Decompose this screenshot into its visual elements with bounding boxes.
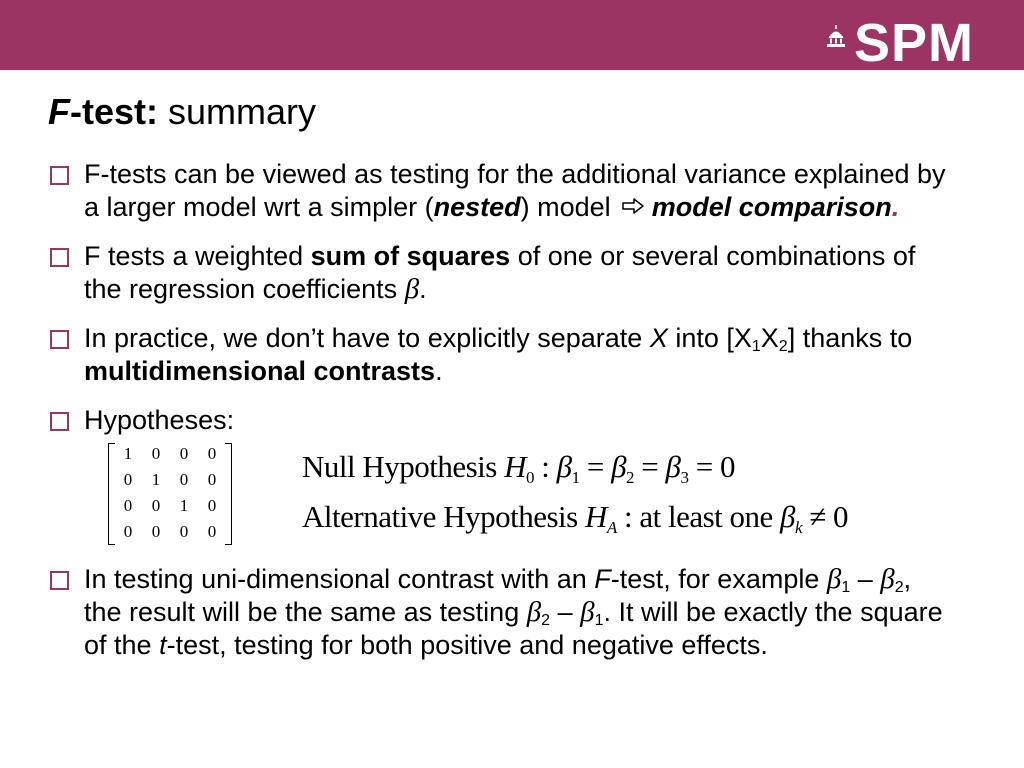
checkbox-bullet-icon (50, 166, 69, 185)
subscript: 2 (894, 579, 904, 596)
bullet-text: – (850, 564, 881, 594)
bullet-text: F-tests can be viewed as testing for the additional variance explained by a larger model wrt a simpler ( (84, 159, 946, 222)
bullet-model-comparison (50, 158, 950, 224)
bullet-text: into [X (667, 323, 752, 353)
subscript: 2 (626, 468, 635, 487)
matrix-cell: 0 (207, 444, 217, 463)
checkbox-bullet-icon (50, 330, 69, 349)
colon: : (534, 449, 557, 484)
logo-text: SPM (854, 13, 975, 73)
bullet-hypotheses (50, 404, 950, 437)
matrix-cell: 0 (151, 444, 161, 463)
not-equal-zero: ≠ 0 (802, 499, 849, 534)
matrix-cell: 1 (179, 496, 189, 515)
matrix-cell: 0 (123, 496, 133, 515)
spm-logo (826, 13, 975, 73)
title-test: -test: (70, 91, 158, 132)
sum-of-squares-term: sum of squares (310, 241, 511, 271)
matrix-row (114, 441, 226, 467)
matrix-cell: 0 (123, 522, 133, 541)
subscript: 1 (594, 612, 604, 629)
x-symbol: X (649, 323, 668, 353)
matrix-cell: 1 (123, 444, 133, 463)
subscript: 3 (680, 468, 689, 487)
null-hypothesis (302, 449, 735, 485)
beta-symbol: β (404, 273, 420, 305)
capitol-dome-icon (826, 25, 846, 47)
equals: = (634, 449, 666, 484)
bullet-text: of one or several combinations of the regression coefficients (84, 241, 916, 304)
h-symbol: H (584, 499, 607, 534)
matrix-row (114, 519, 226, 545)
bullet-text: – (550, 597, 581, 627)
checkbox-bullet-icon (50, 571, 69, 590)
beta-symbol: β (826, 563, 842, 595)
alternative-hypothesis (302, 499, 848, 535)
subscript: k (795, 518, 803, 537)
subscript: 2 (541, 612, 551, 629)
matrix-right-bracket (225, 443, 232, 545)
matrix-cell: 0 (151, 496, 161, 515)
bullet-multidimensional (50, 322, 950, 388)
equals-zero: = 0 (688, 449, 735, 484)
beta-symbol: β (880, 563, 895, 595)
bullet-text: In testing uni-dimensional contrast with an (84, 564, 595, 594)
multidimensional-term: multidimensional contrasts (84, 356, 436, 386)
right-arrow-icon (622, 198, 644, 214)
bullet-text: F tests a weighted (84, 241, 311, 271)
bullet-text: . It will be exactly the square of the (84, 597, 943, 660)
matrix-cell: 0 (207, 470, 217, 489)
checkbox-bullet-icon (50, 248, 69, 267)
accent-dot: . (891, 192, 900, 222)
slide-title (48, 90, 316, 134)
colon-text: : at least one (616, 499, 781, 534)
bullet-text: Hypotheses: (84, 405, 235, 435)
matrix-cell: 1 (151, 470, 161, 489)
h-symbol: H (504, 449, 527, 484)
title-summary: summary (158, 91, 317, 132)
bullet-text: ] thanks to (787, 323, 913, 353)
bullet-text: X (760, 323, 779, 353)
subscript: 1 (841, 579, 851, 596)
beta-symbol: β (780, 499, 795, 534)
matrix-table (114, 441, 226, 545)
model-comparison-term: model comparison (651, 192, 892, 222)
nested-term: nested (433, 192, 521, 222)
bullet-sum-of-squares (50, 240, 950, 306)
t-symbol: t (159, 630, 167, 660)
matrix-cell: 0 (151, 522, 161, 541)
matrix-cell: 0 (207, 522, 217, 541)
bullet-text: , the result will be the same as testing (84, 564, 912, 627)
beta-symbol: β (665, 449, 681, 484)
beta-symbol: β (580, 596, 595, 628)
bullet-text: . (435, 356, 443, 386)
matrix-row (114, 493, 226, 519)
checkbox-bullet-icon (50, 412, 69, 431)
bullet-list (50, 158, 950, 678)
beta-symbol: β (526, 596, 542, 628)
subscript: 1 (751, 338, 761, 355)
alt-hyp-label: Alternative Hypothesis (302, 499, 585, 534)
matrix-cell: 0 (179, 522, 189, 541)
subscript: A (606, 518, 617, 537)
null-hyp-label: Null Hypothesis (302, 449, 505, 484)
bullet-text: ) model (520, 192, 611, 222)
title-f: F (48, 91, 70, 132)
subscript: 2 (778, 338, 788, 355)
matrix-cell: 0 (123, 470, 133, 489)
matrix-cell: 0 (179, 444, 189, 463)
matrix-cell: 0 (179, 470, 189, 489)
matrix-row (114, 467, 226, 493)
beta-symbol: β (611, 449, 627, 484)
beta-symbol: β (556, 449, 572, 484)
f-symbol: F (594, 564, 611, 594)
bullet-text: . (419, 274, 427, 304)
subscript: 0 (526, 468, 535, 487)
contrast-matrix (108, 441, 232, 545)
bullet-text: -test, for example (610, 564, 827, 594)
subscript: 1 (571, 468, 580, 487)
bullet-text: In practice, we don’t have to explicitly separate (84, 323, 650, 353)
hypotheses-math (50, 441, 950, 549)
matrix-cell: 0 (207, 496, 217, 515)
bullet-uni-dimensional (50, 563, 950, 662)
bullet-text: -test, testing for both positive and negative effects. (166, 630, 768, 660)
equals: = (579, 449, 612, 484)
